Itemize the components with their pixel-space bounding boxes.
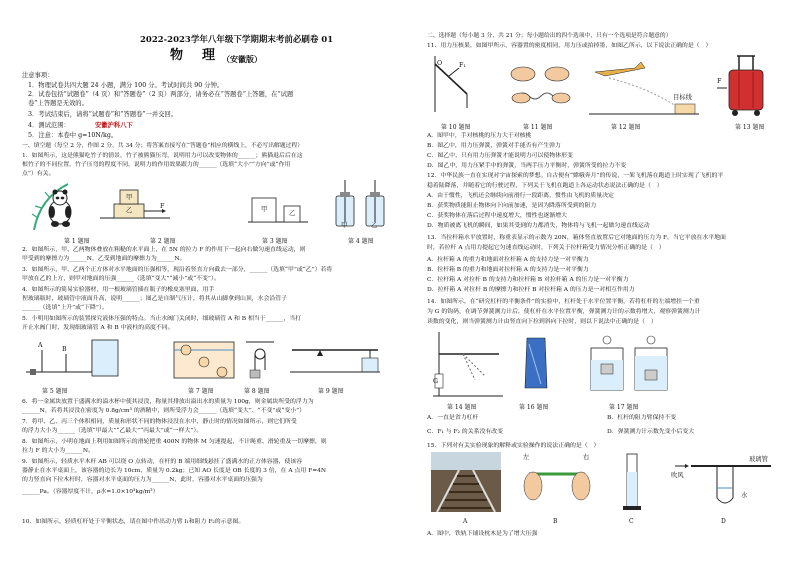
q1-line: 根竹子的不同位置，竹子压弯的程度不同，说明力的作用效果跟力的______（选填“大小”“方向”或“作用 (22, 162, 291, 168)
q8-line: 8．如图所示，小明在地面上利用如图所示的滑轮把重 400N 的物体 M 匀速提起，不计绳重、滑轮重及一切摩擦，则 (22, 439, 327, 445)
hinged-lever-figure (429, 54, 473, 114)
cubes-figure (248, 196, 308, 226)
q12-line: 稳着陆降落，并随着它的行驶过程，下列关于飞机在跑道上各运动状态说法正确的是（ ） (427, 183, 663, 189)
note-line: 2．试卷包括“试题卷”（4 页）和“答题卷”（2 页）两部分，请务必在“答题卷”上答题，在“试题 (28, 91, 294, 98)
q4-line: ______（选填“上升”或“下降”）。 (22, 305, 108, 311)
panda-bamboo-figure (30, 178, 80, 234)
exam-title: 2022-2023学年八年级下学期期末考前必刷卷 01 (140, 35, 334, 45)
q14-line: 为 G 的钩码，在调节弹簧测力计后，使杠杆在水平位置平衡，弹簧测力计的示数将增大，观察弹簧测力计 (427, 309, 701, 315)
option-label: D (721, 518, 726, 525)
label-yi: 乙 (126, 207, 133, 214)
q1-line: 1．如图所示，这是熊猫吃竹子的情景，竹子被熊猫压弯，说明用力可以改变物体的______；熊猫退后后在这 (22, 153, 303, 159)
fig-caption: 第 17 题图 (609, 404, 639, 411)
label-jia: 甲 (261, 206, 268, 213)
label-F: F (160, 203, 165, 210)
label-jia: 甲 (126, 194, 133, 201)
fig-caption: 第 2 题图 (150, 238, 176, 245)
q12-option: B．获奖物质能阻止物体向下向前加速，是因为降落所受到的阻力 (427, 203, 597, 209)
q13-option: A．拉杆箱 A 的重力和地面对拉杆箱 A 的支持力是一对平衡力 (427, 257, 589, 263)
q13-line: 13．当拉杆箱水平放置时，称重表显示的示数为 20N，箱体竖直放置后它对地面的压力为 F，当它平放在水平地面 (427, 235, 726, 241)
q14-option: B．杠杆的阻力臂保持不变 (607, 415, 677, 421)
u-tube-figure (671, 452, 781, 512)
note-line: 4．测试范围： (28, 122, 70, 129)
pulley-figure (246, 340, 274, 380)
option-label: C (629, 518, 634, 525)
q7-line: 的浮力大小为______（选填“甲最大”“乙最大”“丙最大”或“一样大”）。 (22, 428, 203, 434)
q4-line: 捏玻璃瓶时，玻璃管中液面升高，说明______；图乙是自制气压计，将其从山脚拿到山顶，水会沿管子 (22, 296, 288, 302)
q5-line: 开止水阀门时，发现细玻璃管 A 和 B 中液柱的高度不同。 (22, 325, 174, 331)
q6-line: 6．将一金属块放置于盛满水的溢水杯中使其浸没，称量其排放出溢出水的质量为 100g，则金属块所受的浮力为 (22, 399, 314, 405)
subject-title: 物 理 (170, 48, 219, 63)
fig-caption: 第 12 题图 (611, 124, 641, 131)
q11-option: D．图乙中，用力压紧手中的弹簧，当两手压力平衡时，弹簧所受的拉力不变 (427, 163, 627, 169)
label-glass-tube: 玻璃管 (749, 456, 768, 463)
note-line: 1．物理试卷共四大题 24 小题，满分 100 分。考试时间共 90 分钟。 (28, 82, 224, 89)
fig-caption: 第 8 题图 (244, 388, 270, 395)
floating-objects-figure (172, 340, 236, 380)
q14-option: A．一直是省力杠杆 (427, 415, 479, 421)
q8-line: 拉力 F 的大小为______N。 (22, 448, 94, 454)
label-F: F (717, 78, 722, 85)
q3-line: 3．如图所示，甲、乙两个正方体对水平地面的压强相等，现沿着竖直方向截去一部分，______（选填“甲”或“乙”）若将 (22, 267, 333, 273)
q9-line: ______Pa。（容器厚度不计，ρ水=1.0×10³kg/m³） (22, 489, 159, 495)
label-left: 左 (523, 454, 530, 461)
q15-line: 15．下列对有关实验现象的解释或实验操作的说法正确的是（ ） (427, 443, 600, 449)
q13-option: D．拉杆箱 A 对拉杆 B 的摩擦力和拉杆 B 对拉杆箱 A 的压力是一对相互作用力 (427, 287, 635, 293)
label-right: 右 (583, 454, 590, 461)
bottles-figure (332, 178, 392, 230)
q5-line: 5．小明用如图所示的装置探究液体压强的特点。当止水阀门关闭时，细玻璃管 A 和 B 相当于______，当打 (22, 316, 302, 322)
fig-caption: 第 5 题图 (42, 388, 68, 395)
note-line: 3．考试结束后，请将“试题卷”和“答题卷”一并交回。 (28, 111, 178, 118)
label-B: B (62, 346, 67, 353)
q12-option: D．物质被离飞机的瞬间，如果其受到的力都消失，物体将与飞机一起做匀速直线运动 (427, 223, 650, 229)
fig-caption: 第 7 题图 (188, 388, 214, 395)
fig-caption: 第 3 题图 (262, 238, 288, 245)
fig-caption: 第 14 题图 (447, 404, 477, 411)
q9-line: 器静止在水平桌面上，该容器的边长为 10cm，质量为 0.2kg；已知 AO 长度是 OB 长度的 3 倍，在 A 点用 F=4N (22, 468, 327, 474)
fig-caption: 第 11 题图 (523, 124, 553, 131)
q7-line: 7．将甲、乙、丙三个体积相同，质量和形状不同的物体浸没在水中，静止时的情况如图所示，则它们所受 (22, 419, 297, 425)
q3-line: 甲放在乙的上方，则甲对地面的压强______（选填“变大”“减小”或“不变”）。 (22, 276, 220, 282)
q14-option: C．F₁ 与 F₂ 的关系没有改变 (427, 429, 504, 435)
label-yi: 乙 (289, 210, 296, 217)
q4-line: 4．如图所示的简易实验器材，用一根玻璃管插在瓶子的橡皮塞里面，用手 (22, 287, 215, 293)
q2-line: 2．如图所示，甲、乙两物体叠放在粗糙的水平面上，在 5N 的拉力 F 的作用下一起向右做匀速直线运动，则 (22, 247, 306, 253)
q11-option: B．图乙中，用力压弹簧，弹簧对手能否有产生弹力 (427, 143, 561, 149)
label-jia: 甲 (341, 222, 348, 229)
q12-line: 12．中华民族一直在实现对宇宙探索的梦想。自古便有“嫦娥奔月”的传说，一架飞机落在跑道上时实现了飞机的平 (427, 173, 724, 179)
label-O: O (437, 60, 443, 67)
q6-line: ______N，若将其浸没在密度为 0.8g/cm³ 的酒精中，则所受浮力会______（选填“变大”、“不变”或“变小”） (22, 408, 306, 414)
right-column (421, 0, 794, 562)
fig-caption: 第 10 题图 (441, 124, 471, 131)
q15-option-A: A．图中，铁轨下铺设枕木是为了增大压强 (427, 531, 538, 537)
hand-spring-figure (507, 60, 583, 110)
edition-label: （安徽版） (222, 54, 262, 64)
hands-rod-figure (519, 452, 595, 512)
label-blow: 吹风 (671, 472, 684, 479)
q13-line: 时，若拉杆 A 点用力提起它匀速直线运动时，下列关于拉杆箱受力情况分析正确的是（ ） (427, 245, 665, 251)
fig-caption: 第 9 题图 (318, 388, 344, 395)
q13-option: B．拉杆箱 B 的重力和地面对拉杆箱 A 的支持力是一对平衡力 (427, 267, 589, 273)
q11-option: A．图甲中，手对核桃的压力大于对核桃 (427, 133, 532, 139)
q14-line: 读数的变化，则当弹簧测力计由竖直向下拉到斜向下拉时，则以下说法中正确的是（ ） (427, 319, 657, 325)
q12-option: C．获奖物体在落后过程中速度增大，惯性也逐渐增大 (427, 213, 567, 219)
label-A: A (38, 342, 43, 349)
fig-caption: 第 16 题图 (519, 404, 549, 411)
label-yi: 乙 (371, 222, 378, 229)
option-label: B (553, 518, 558, 525)
label-F1: F₁ (459, 62, 466, 69)
connected-tubes-figure (22, 336, 122, 380)
label-water: 水 (741, 492, 748, 499)
q1-line: 点”）有关。 (22, 171, 55, 177)
bag-figure (521, 334, 551, 394)
note-line: 5．注意：本卷中 g=10N/kg。 (28, 132, 118, 139)
fig-caption: 第 4 题图 (348, 238, 374, 245)
section2-heading: 二、选择题（每小题 3 分，共 21 分；每小题给出的四个选项中，只有一个选项是符合题意的） (427, 33, 672, 39)
luggage-figure (717, 54, 775, 118)
q11-line: 11．用力压核果，如图甲所示，容器置的密度相同，用力压或拍掉墨，如图乙所示，以下说法正确的是（ ） (427, 43, 712, 49)
q9-line: 的力竖直向下拉木杆时，容器对水平桌面的压力为______N，此时，容器对水平桌面的压强为 (22, 477, 263, 483)
stacked-blocks-figure (100, 184, 170, 224)
q2-line: 甲受到的摩擦力为______N，乙受到地面的摩擦力为______N。 (22, 256, 186, 262)
tube-figure (617, 452, 647, 512)
label-target: 目标线 (673, 94, 692, 101)
lever-figure (290, 344, 380, 374)
fig-caption: 第 1 题图 (64, 238, 90, 245)
notes-heading: 注意事项： (22, 72, 54, 79)
q13-option: C．拉杆箱 A 对拉杆 B 的支持力和拉杆箱 B 对拉杆箱 A 的压力是一对平衡力 (427, 277, 629, 283)
q14-line: 14．如图所示，在“研究杠杆的平衡条件”的实验中，杠杆处于水平位置平衡，若将杠杆的左端增挂一个重 (427, 299, 700, 305)
beakers-figure (587, 334, 671, 394)
label-G: G (433, 378, 439, 385)
section1-heading: 一、填空题（每空 2 分，作图 2 分，共 34 分；将答案直接写在“答题卷”相应的横线上，不必写出解题过程） (22, 143, 304, 149)
q10-line: 10．如图所示，轻质杠杆处于平衡状态，请在图中作出动力臂 l₁和阻力 F₂的示意图。 (22, 519, 245, 525)
balance-lever-figure (433, 330, 503, 400)
option-label: A (463, 518, 468, 525)
railway-figure (431, 452, 501, 512)
q11-option: C．图乙中，只有用力压弹簧才能说明力可以使物体形变 (427, 153, 573, 159)
q14-option: D．弹簧测力计示数先变小后变大 (607, 429, 695, 435)
range-highlight: 安徽沪科八下 (95, 122, 133, 129)
note-line: 卷”上答题是无效的。 (28, 100, 88, 107)
plane-target-figure (589, 58, 699, 118)
q12-option: A．由于惯性，飞机还会继续向前滑行一段距离，惯性由飞机的质量决定 (427, 193, 614, 199)
fig-caption: 第 13 题图 (735, 124, 765, 131)
q9-line: 9．如图所示，轻质水平木杆 AB 可以绕 O 点转动，在杆的 B 端用细线悬挂了盛满水的正方体容器，使该容 (22, 459, 303, 465)
